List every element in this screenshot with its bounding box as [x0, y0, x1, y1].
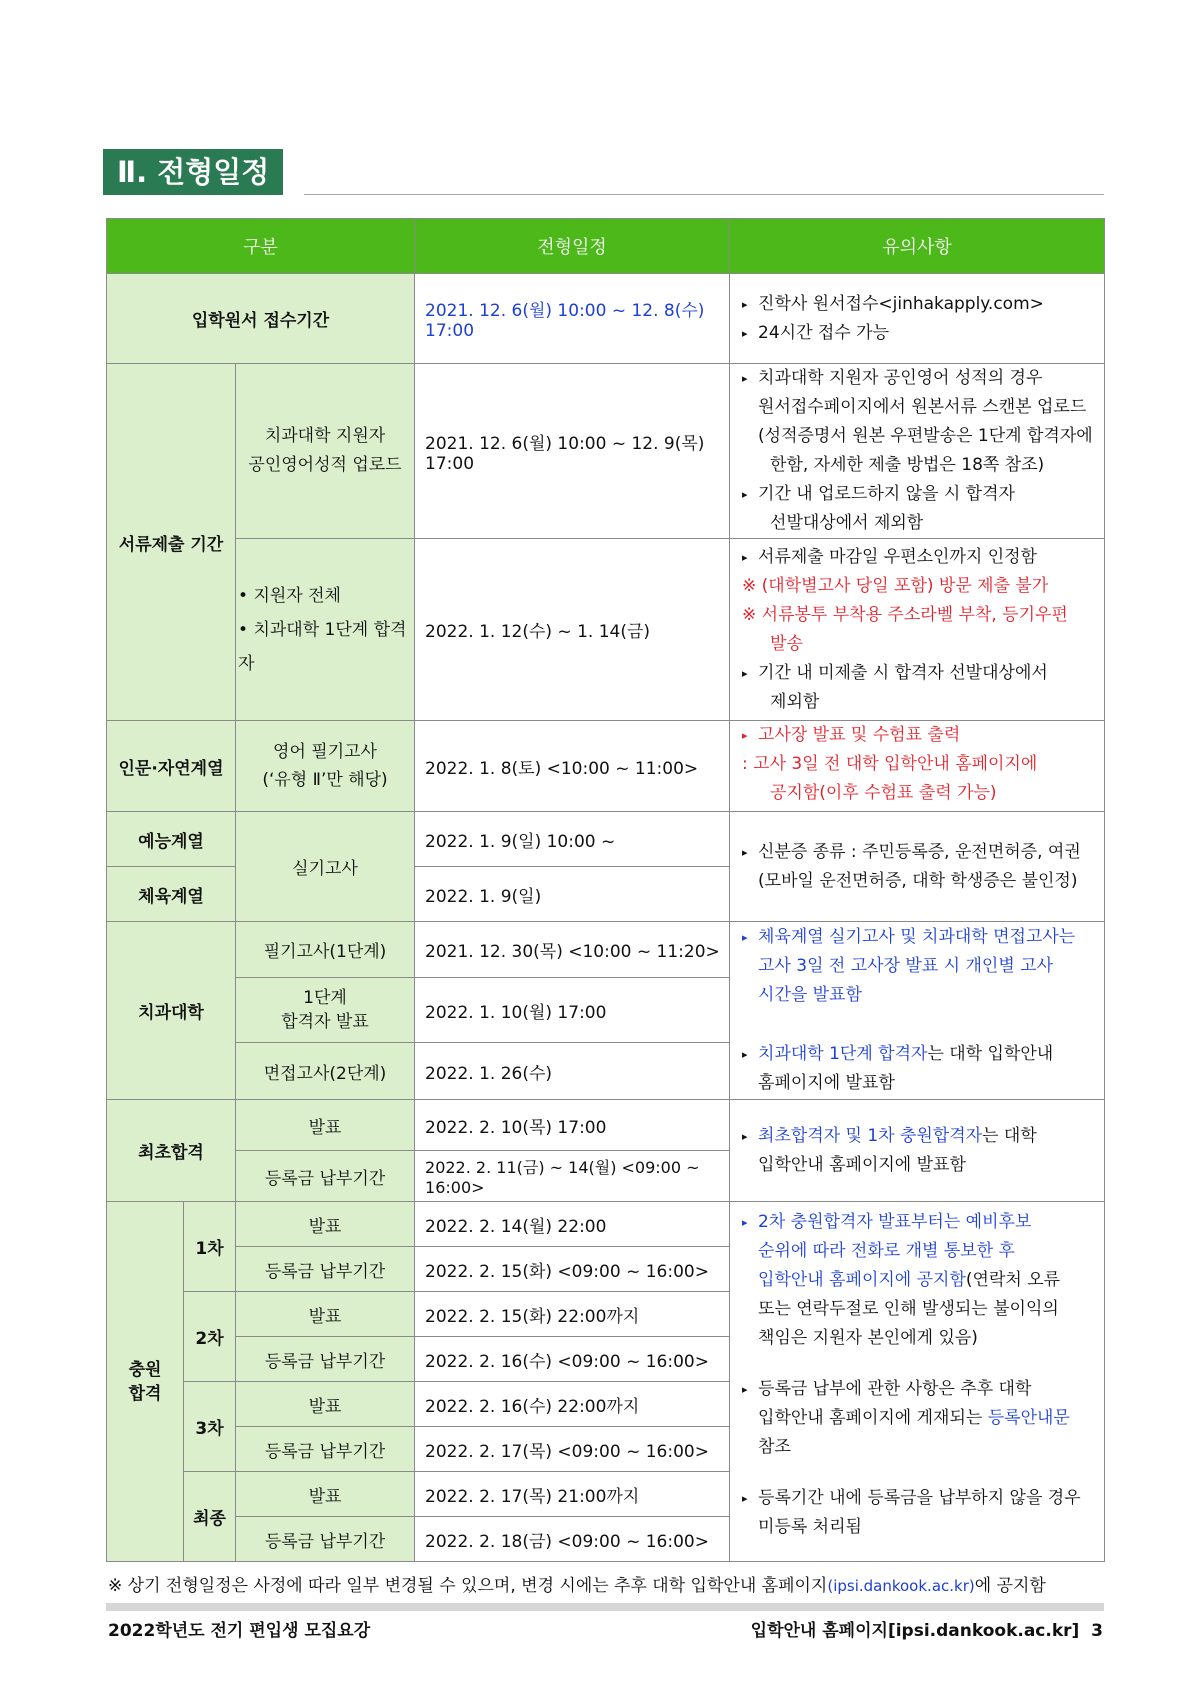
- row-label-arts: 예능계열: [107, 812, 236, 867]
- application-date: 2021. 12. 6(월) 10:00 ~ 12. 8(수) 17:00: [415, 274, 730, 364]
- round-1-label: 1차: [184, 1202, 236, 1292]
- docs-dental-date: 2021. 12. 6(월) 10:00 ~ 12. 9(목) 17:00: [415, 364, 730, 539]
- table-row: [107, 364, 1105, 539]
- footer-website: 입학안내 홈페이지[ipsi.dankook.ac.kr] 3: [750, 1621, 1103, 1641]
- docs-dental-notes: ▸ 치과대학 지원자 공인영어 성적의 경우 원서접수페이지에서 원본서류 스캔본 업로드 (성적증명서 원본 우편발송은 1단계 합격자에 한함, 자세한 제출 방법은 18쪽 참조) ▸ 기간 내 업로드하지 않을 시 합격자 선발대상에서 제외함: [730, 364, 1105, 539]
- dental-written-label: 필기고사(1단계): [236, 922, 415, 978]
- footer-divider: [106, 1603, 1104, 1611]
- docs-all-notes: ▸ 서류제출 마감일 우편소인까지 인정함 ※ (대학별고사 당일 포함) 방문 제출 불가 ※ 서류봉투 부착용 주소라벨 부착, 등기우편 발송 ▸ 기간 내 미제출 시 합격자 선발대상에서 제외함: [730, 539, 1105, 721]
- humanities-sub: 영어 필기고사 (‘유형 Ⅱ’만 해당): [236, 721, 415, 812]
- table-row: [107, 1100, 1105, 1151]
- round-1-announce-label: 발표: [236, 1202, 415, 1247]
- sports-date: 2022. 1. 9(일): [415, 867, 730, 922]
- table-row: [107, 721, 1105, 812]
- round-final-announce-date: 2022. 2. 17(목) 21:00까지: [415, 1472, 730, 1517]
- docs-all-date: 2022. 1. 12(수) ~ 1. 14(금): [415, 539, 730, 721]
- practical-exam-label: 실기고사: [236, 812, 415, 922]
- round-final-label: 최종: [184, 1472, 236, 1562]
- table-row: [107, 812, 1105, 867]
- final-pay-label: 등록금 납부기간: [236, 1151, 415, 1202]
- header-schedule: 전형일정: [415, 219, 730, 274]
- arts-date: 2022. 1. 9(일) 10:00 ~: [415, 812, 730, 867]
- table-row: [107, 274, 1105, 364]
- round-2-announce-date: 2022. 2. 15(화) 22:00까지: [415, 1292, 730, 1337]
- footer-title: 2022학년도 전기 편입생 모집요강: [108, 1621, 371, 1641]
- dental-written-date: 2021. 12. 30(목) <10:00 ~ 11:20>: [415, 922, 730, 978]
- dental-interview-date: 2022. 1. 26(수): [415, 1043, 730, 1100]
- final-announce-date: 2022. 2. 10(목) 17:00: [415, 1100, 730, 1151]
- docs-dental-label: 치과대학 지원자 공인영어성적 업로드: [236, 364, 415, 539]
- row-label-dental: 치과대학: [107, 922, 236, 1100]
- round-2-pay-label: 등록금 납부기간: [236, 1337, 415, 1382]
- footnote: ※ 상기 전형일정은 사정에 따라 일부 변경될 수 있으며, 변경 시에는 추후 대학 입학안내 홈페이지(ipsi.dankook.ac.kr)에 공지함: [108, 1576, 1046, 1596]
- final-pay-date: 2022. 2. 11(금) ~ 14(월) <09:00 ~ 16:00>: [415, 1151, 730, 1202]
- round-3-label: 3차: [184, 1382, 236, 1472]
- round-final-pay-label: 등록금 납부기간: [236, 1517, 415, 1562]
- row-label-application: 입학원서 접수기간: [107, 274, 415, 364]
- final-notes: ▸ 최초합격자 및 1차 충원합격자는 대학 입학안내 홈페이지에 발표함: [730, 1100, 1105, 1202]
- application-notes: ▸ 진학사 원서접수<jinhakapply.com> ▸ 24시간 접수 가능: [730, 274, 1105, 364]
- table-row: [107, 539, 1105, 721]
- row-label-sports: 체육계열: [107, 867, 236, 922]
- round-3-announce-label: 발표: [236, 1382, 415, 1427]
- schedule-table: [106, 218, 1105, 1562]
- header-notes: 유의사항: [730, 219, 1105, 274]
- humanities-date: 2022. 1. 8(토) <10:00 ~ 11:00>: [415, 721, 730, 812]
- round-3-announce-date: 2022. 2. 16(수) 22:00까지: [415, 1382, 730, 1427]
- table-header-row: [107, 219, 1105, 274]
- round-final-pay-date: 2022. 2. 18(금) <09:00 ~ 16:00>: [415, 1517, 730, 1562]
- dental-notes: ▸ 체육계열 실기고사 및 치과대학 면접고사는 고사 3일 전 고사장 발표 시 개인별 고사 시간을 발표함 ▸ 치과대학 1단계 합격자는 대학 입학안내 홈페이지에 발표함: [730, 922, 1105, 1100]
- round-final-announce-label: 발표: [236, 1472, 415, 1517]
- row-label-humanities: 인문·자연계열: [107, 721, 236, 812]
- round-2-pay-date: 2022. 2. 16(수) <09:00 ~ 16:00>: [415, 1337, 730, 1382]
- round-1-pay-date: 2022. 2. 15(화) <09:00 ~ 16:00>: [415, 1247, 730, 1292]
- dental-pass1-date: 2022. 1. 10(월) 17:00: [415, 978, 730, 1043]
- table-row: [107, 922, 1105, 978]
- round-2-label: 2차: [184, 1292, 236, 1382]
- table-row: [107, 1202, 1105, 1247]
- row-label-final: 최초합격: [107, 1100, 236, 1202]
- round-2-announce-label: 발표: [236, 1292, 415, 1337]
- id-notes: ▸ 신분증 종류 : 주민등록증, 운전면허증, 여권 (모바일 운전면허증, 대학 학생증은 불인정): [730, 812, 1105, 922]
- section-divider: [304, 194, 1104, 195]
- footnote-url: (ipsi.dankook.ac.kr): [827, 1577, 975, 1595]
- row-label-additional: 충원 합격: [107, 1202, 184, 1562]
- section-title: Ⅱ. 전형일정: [103, 149, 283, 195]
- additional-notes: ▸ 2차 충원합격자 발표부터는 예비후보 순위에 따라 전화로 개별 통보한 후 입학안내 홈페이지에 공지함(연락처 오류 또는 연락두절로 인해 발생되는 불이익의 책임은 지원자 본인에게 있음) ▸ 등록금 납부에 관한 사항은 추후 대학 입학안내 홈페이지에 게재되는 등록안내문 참조 ▸ 등록기간 내에 등록금을 납부하지 않을 경우 미등록 처리됨: [730, 1202, 1105, 1562]
- round-1-announce-date: 2022. 2. 14(월) 22:00: [415, 1202, 730, 1247]
- page-number: 3: [1091, 1621, 1103, 1641]
- docs-all-label: • 지원자 전체 • 치과대학 1단계 합격자: [236, 539, 415, 721]
- final-announce-label: 발표: [236, 1100, 415, 1151]
- dental-interview-label: 면접고사(2단계): [236, 1043, 415, 1100]
- humanities-notes: ▸ 고사장 발표 및 수험표 출력 : 고사 3일 전 대학 입학안내 홈페이지에 공지함(이후 수험표 출력 가능): [730, 721, 1105, 812]
- dental-pass1-label: 1단계 합격자 발표: [236, 978, 415, 1043]
- round-3-pay-label: 등록금 납부기간: [236, 1427, 415, 1472]
- header-category: 구분: [107, 219, 415, 274]
- row-label-docs: 서류제출 기간: [107, 364, 236, 721]
- round-1-pay-label: 등록금 납부기간: [236, 1247, 415, 1292]
- round-3-pay-date: 2022. 2. 17(목) <09:00 ~ 16:00>: [415, 1427, 730, 1472]
